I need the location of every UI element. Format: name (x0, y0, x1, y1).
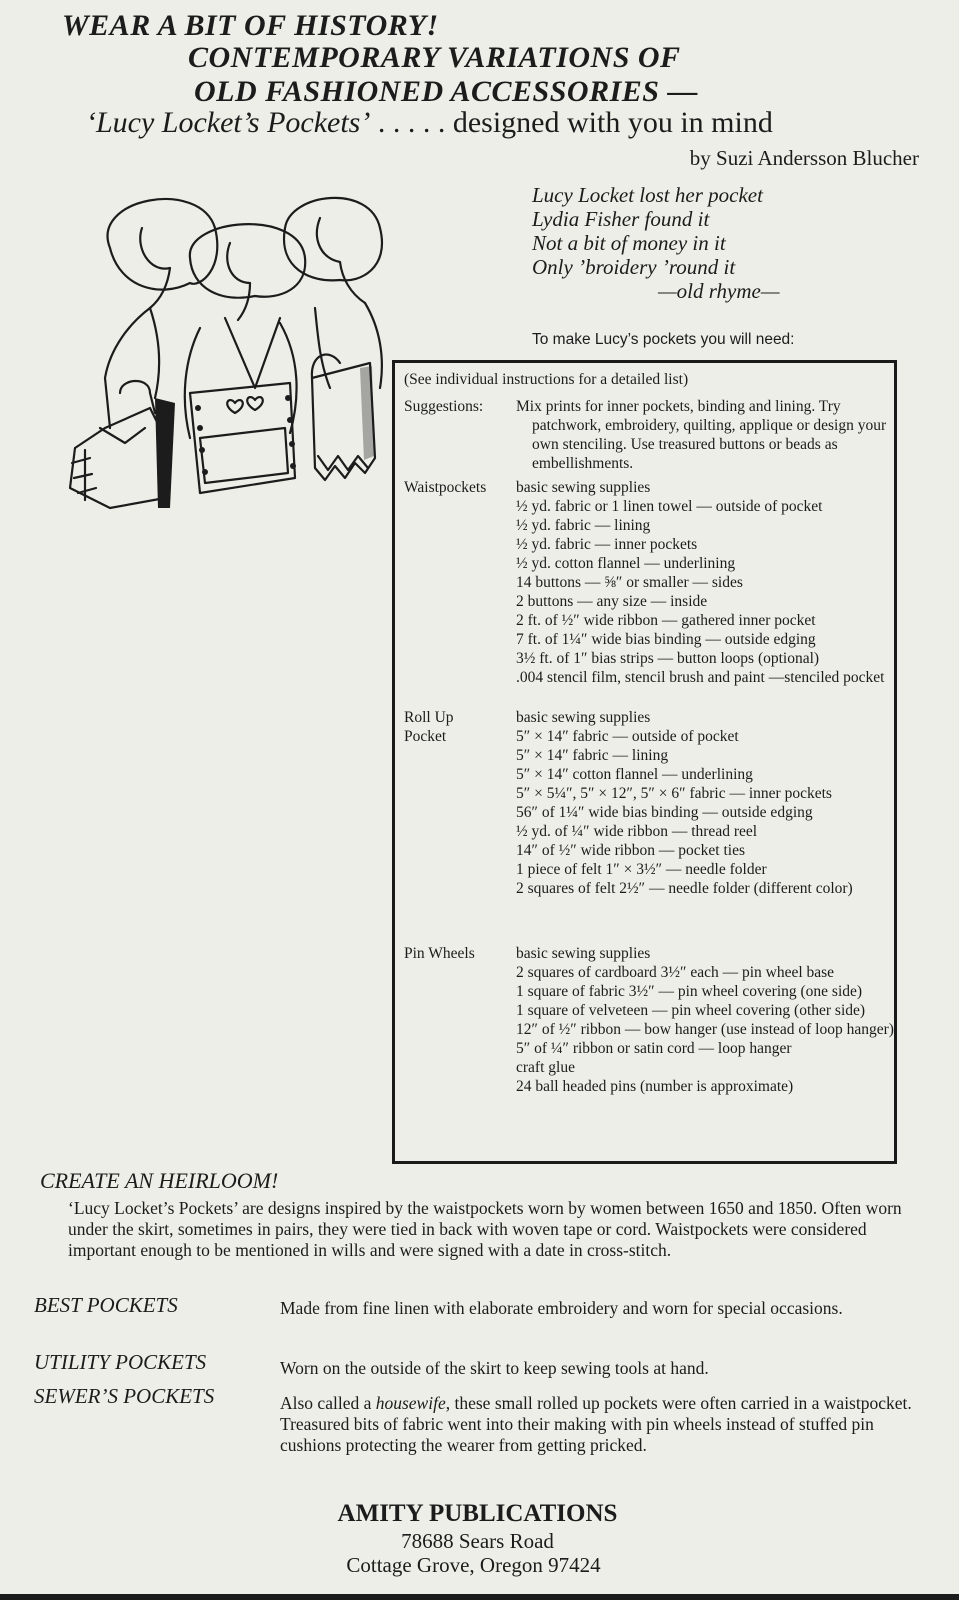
sewers-desc-start: Also called a (280, 1393, 376, 1413)
list-item: 56″ of 1¼″ wide bias binding — outside edging (516, 804, 813, 821)
list-item: basic sewing supplies (516, 479, 651, 496)
rollup-pocket-label: Roll Up Pocket (404, 709, 454, 745)
right-pocket-shading (360, 366, 374, 460)
poem-line: Lydia Fisher found it (532, 207, 710, 231)
button-dot (199, 447, 205, 453)
list-item: 2 squares of cardboard 3½″ each — pin wheel base (516, 964, 835, 981)
old-rhyme-poem (532, 183, 780, 303)
list-item: 5″ × 14″ fabric — outside of pocket (516, 728, 739, 745)
headline-line-1: WEAR A BIT OF HISTORY! (62, 9, 439, 42)
sewers-desc-end: , these small rolled up pockets were often carried in a waistpocket. Treasured bits of fabric went into their making with pin wheels instead of stuffed pin cushions protecting the wearer from getting pricked. (280, 1393, 912, 1455)
poem-line: Only ’broidery ’round it (532, 255, 736, 279)
list-item: ½ yd. fabric or 1 linen towel — outside of pocket (516, 498, 823, 515)
list-item: 1 square of fabric 3½″ — pin wheel covering (one side) (516, 983, 863, 1000)
pin-wheels-list (516, 944, 896, 1096)
button-dot (290, 463, 296, 469)
list-item: 14 buttons — ⅝″ or smaller — sides (516, 574, 743, 591)
list-item: Mix prints for inner pockets, binding and lining. Try patchwork, embroidery, quilting, applique or design your own stenciling. Use treasured buttons or beads as embellishments. (516, 398, 887, 472)
middle-woman-body (185, 318, 297, 438)
list-item: 2 squares of felt 2½″ — needle folder (different color) (516, 880, 853, 897)
right-woman-face (317, 218, 365, 303)
button-dot (285, 395, 291, 401)
poem-line: Not a bit of money in it (532, 231, 726, 255)
list-item: 5″ × 14″ fabric — lining (516, 747, 669, 764)
heirloom-heading: CREATE AN HEIRLOOM! (40, 1168, 279, 1193)
poem-line: Lucy Locket lost her pocket (532, 183, 763, 207)
list-item: basic sewing supplies (516, 709, 651, 726)
list-item: basic sewing supplies (516, 945, 651, 962)
sewers-pockets-label: SEWER’S POCKETS (34, 1384, 215, 1408)
middle-pocket-hearts (227, 397, 263, 413)
publisher-city: Cottage Grove, Oregon 97424 (346, 1553, 601, 1577)
list-item: craft glue (516, 1059, 575, 1076)
button-dot (195, 405, 201, 411)
sewers-desc-emphasis: housewife (375, 1393, 446, 1413)
button-dot (289, 441, 295, 447)
middle-pocket-inner (200, 428, 288, 483)
list-item: 5″ × 14″ cotton flannel — underlining (516, 766, 753, 783)
right-woman-hat (284, 198, 382, 280)
middle-woman-face (227, 243, 250, 320)
materials-note: (See individual instructions for a detailed list) (404, 371, 689, 388)
list-item: 5″ × 5¼″, 5″ × 12″, 5″ × 6″ fabric — inner pockets (516, 785, 832, 802)
list-item: ½ yd. fabric — inner pockets (516, 536, 698, 553)
best-pockets-description: Made from fine linen with elaborate embroidery and worn for special occasions. (280, 1298, 843, 1318)
suggestions-list (516, 397, 896, 473)
waistpockets-label: Waistpockets (404, 479, 487, 496)
pin-wheels-label: Pin Wheels (404, 945, 475, 962)
sewers-pockets-description (280, 1393, 930, 1456)
headline-line-3: OLD FASHIONED ACCESSORIES — (194, 75, 698, 108)
suggestions-label: Suggestions: (404, 398, 484, 415)
subtitle-tagline: . . . . . designed with you in mind (370, 106, 773, 139)
author-byline: by Suzi Andersson Blucher (689, 146, 919, 170)
list-item: 2 buttons — any size — inside (516, 593, 708, 610)
list-item: 24 ball headed pins (number is approximate) (516, 1078, 794, 1095)
list-item: 5″ of ¼″ ribbon or satin cord — loop hanger (516, 1040, 792, 1057)
utility-pockets-label: UTILITY POCKETS (34, 1350, 207, 1374)
left-woman-face (140, 228, 170, 308)
materials-intro: To make Lucy’s pockets you will need: (532, 331, 795, 348)
button-dot (197, 425, 203, 431)
rollup-pocket-list (516, 708, 896, 898)
list-item: ½ yd. cotton flannel — underlining (516, 555, 736, 572)
left-bag-flap (100, 428, 145, 443)
waistpockets-list (516, 478, 896, 687)
publisher-street: 78688 Sears Road (401, 1529, 554, 1553)
list-item: 1 square of velveteen — pin wheel covering (other side) (516, 1002, 866, 1019)
button-dot (202, 469, 208, 475)
left-bag-lacing (72, 450, 96, 500)
subtitle-title: ‘Lucy Locket’s Pockets’ (86, 106, 371, 139)
list-item: .004 stencil film, stencil brush and paint —stenciled pocket (516, 669, 885, 686)
list-item: ½ yd. fabric — lining (516, 517, 651, 534)
page-bottom-edge (0, 1594, 959, 1600)
list-item: 3½ ft. of 1″ bias strips — button loops (optional) (516, 650, 820, 667)
list-item: 14″ of ½″ wide ribbon — pocket ties (516, 842, 746, 859)
list-item: 12″ of ½″ ribbon — bow hanger (use instead of loop hanger) (516, 1021, 894, 1038)
list-item: 2 ft. of ½″ wide ribbon — gathered inner pocket (516, 612, 816, 629)
list-item: ½ yd. of ¼″ wide ribbon — thread reel (516, 823, 758, 840)
list-item: 1 piece of felt 1″ × 3½″ — needle folder (516, 861, 767, 878)
button-dot (287, 417, 293, 423)
utility-pockets-description: Worn on the outside of the skirt to keep sewing tools at hand. (280, 1358, 709, 1378)
three-women-illustration (50, 188, 400, 518)
best-pockets-label: BEST POCKETS (34, 1293, 178, 1317)
left-skirt-shading (155, 398, 175, 508)
left-woman-hat (108, 199, 218, 290)
subtitle (86, 106, 773, 140)
poem-attribution: —old rhyme— (658, 279, 780, 303)
heirloom-paragraph: ‘Lucy Locket’s Pockets’ are designs inspired by the waistpockets worn by women between 1650 and 1850. Often worn under the skirt, sometimes in pairs, they were tied in back with woven tape or cord. Waistpockets were considered important enough to be mentioned in wills and were signed with a date in cross-stitch. (68, 1198, 902, 1260)
list-item: 7 ft. of 1¼″ wide bias binding — outside edging (516, 631, 816, 648)
headline-line-2: CONTEMPORARY VARIATIONS OF (188, 41, 681, 74)
publisher-name: AMITY PUBLICATIONS (337, 1500, 618, 1527)
middle-woman-hat (190, 224, 305, 298)
